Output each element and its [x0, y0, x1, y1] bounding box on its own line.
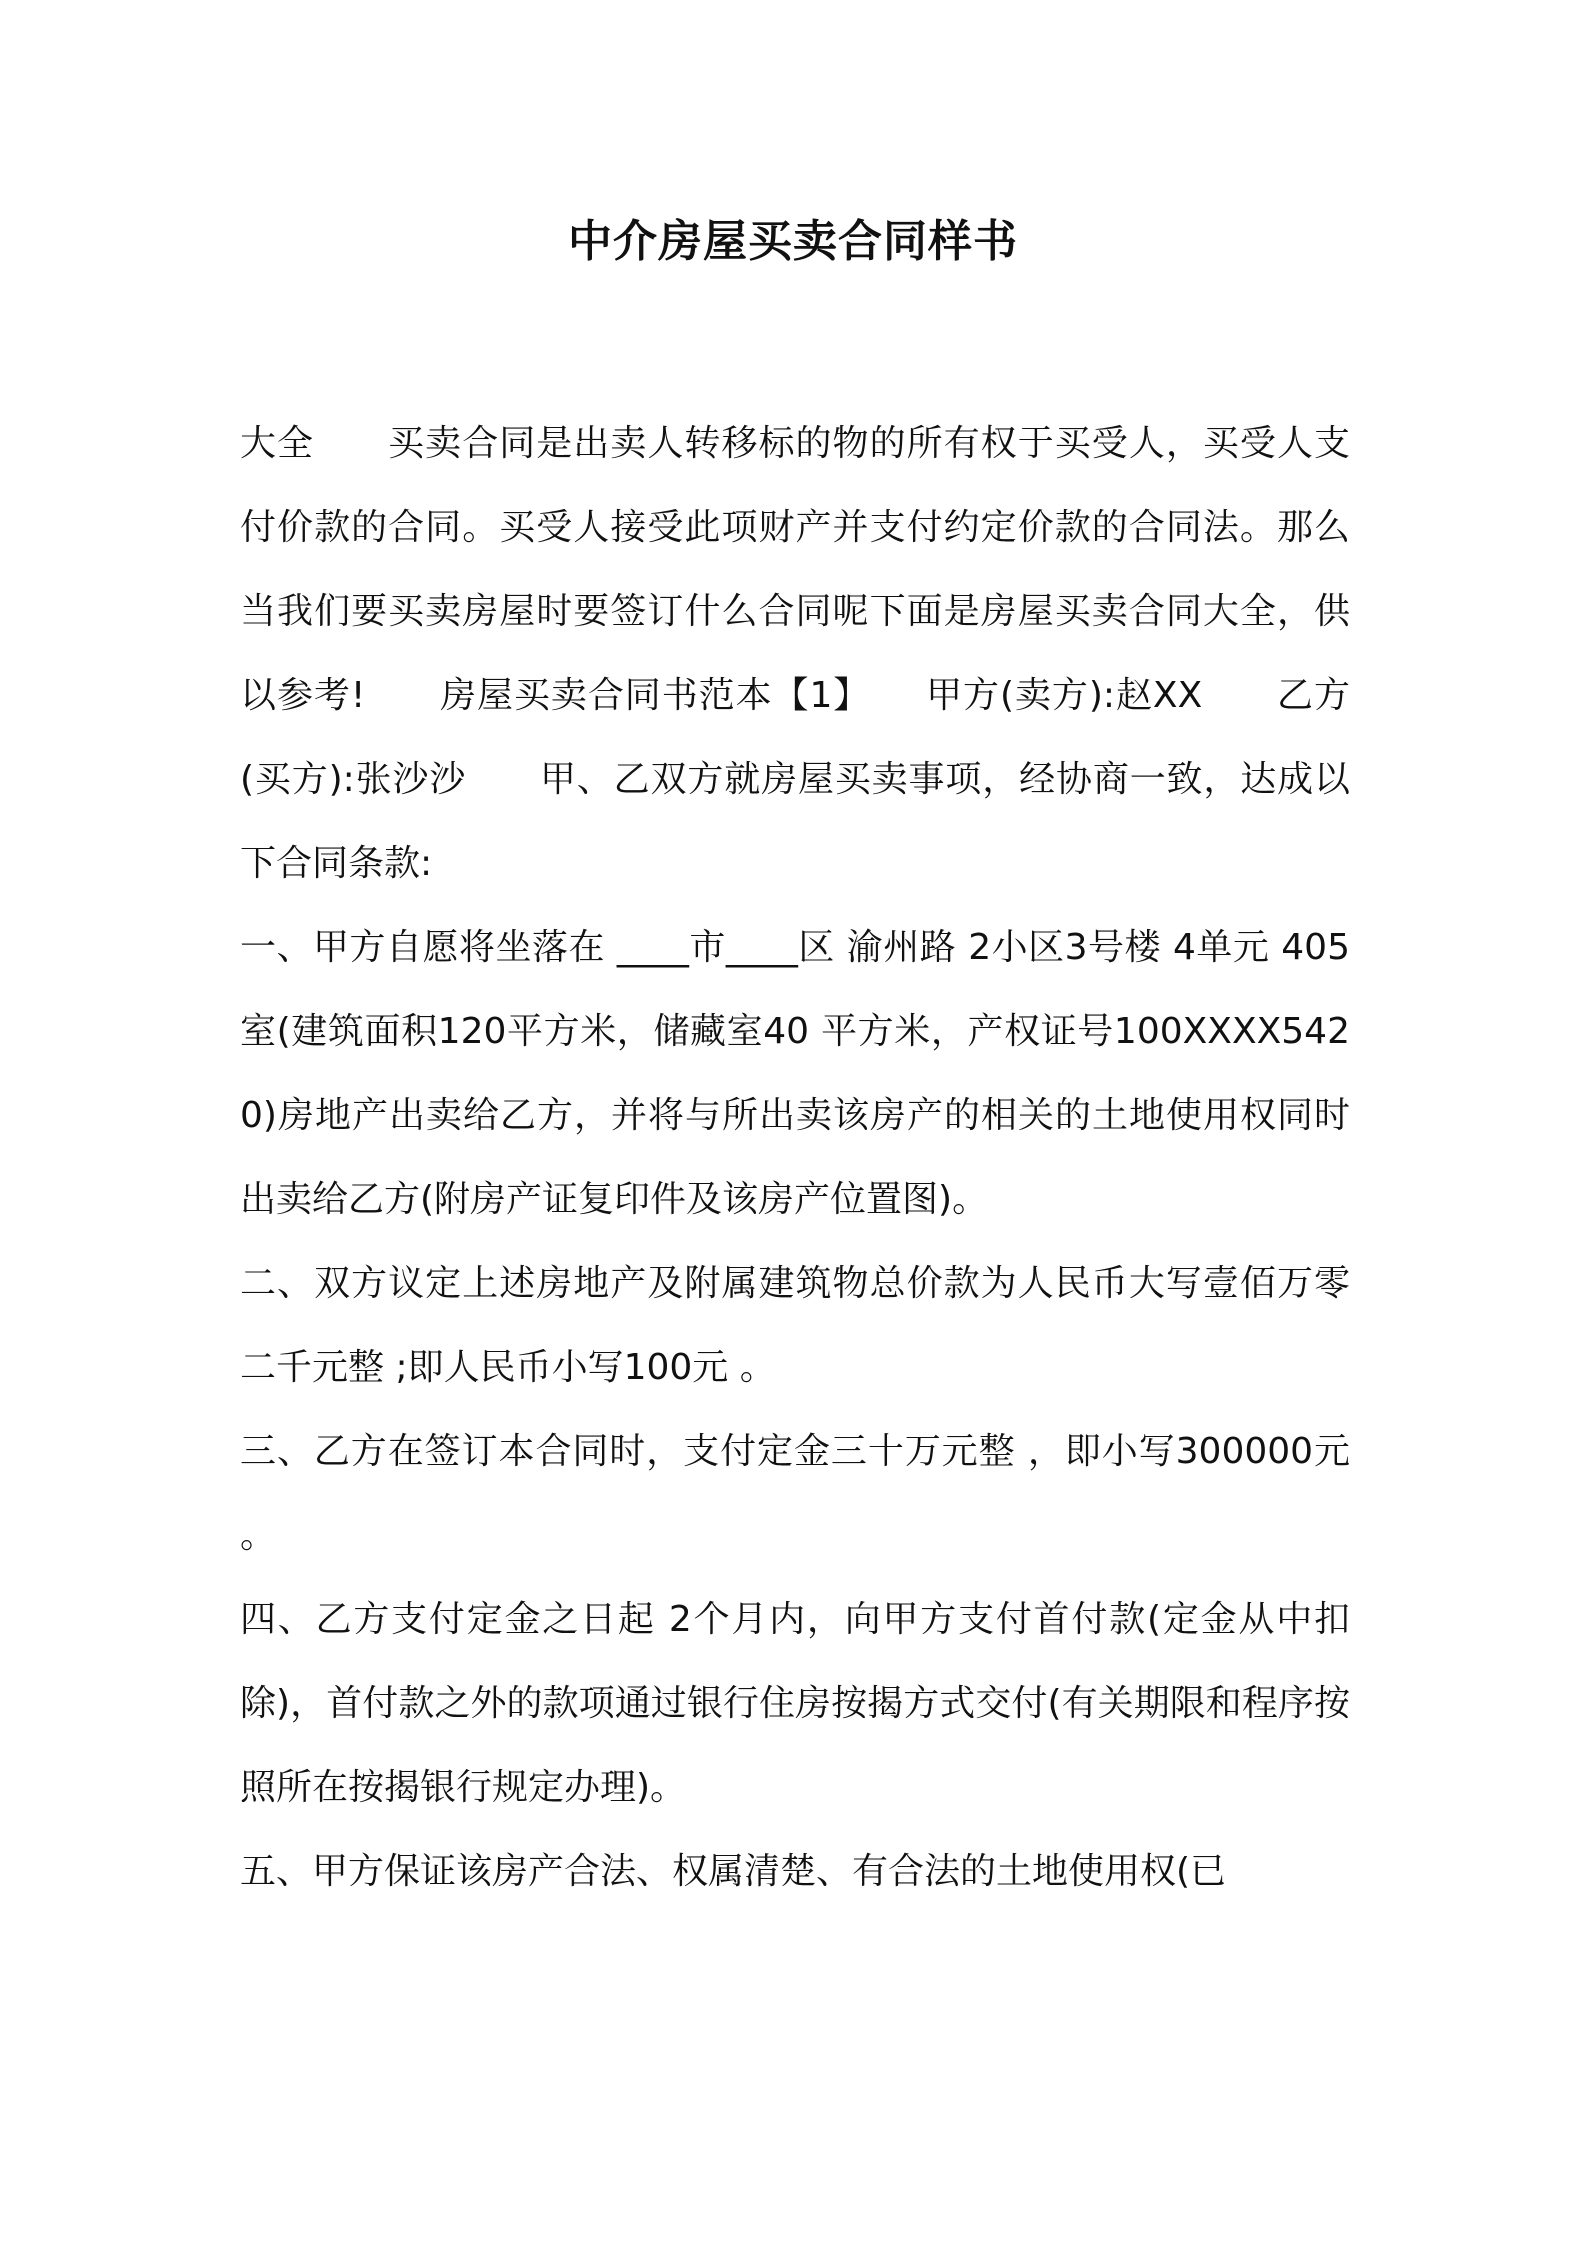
paragraph-clause-3: 三、乙方在签订本合同时，支付定金三十万元整 ，即小写300000元 。 [240, 1431, 1362, 1556]
paragraph-clause-2: 二、双方议定上述房地产及附属建筑物总价款为人民币大写壹佰万零二千元整 ;即人民币小写100元 。 [240, 1263, 1350, 1388]
paragraph-intro: 大全 买卖合同是出卖人转移标的物的所有权于买受人，买受人支付价款的合同。买受人接受此项财产并支付约定价款的合同法。那么当我们要买卖房屋时要签订什么合同呢下面是房屋买卖合同大全，供以参考! 房屋买卖合同书范本【1】 甲方(卖方):赵XX 乙方(买方):张沙沙 甲、乙双方就房屋买卖事项，经协商一致，达成以下合同条款: [240, 423, 1350, 884]
paragraph-clause-5: 五、甲方保证该房产合法、权属清楚、有合法的土地使用权(已 [240, 1851, 1227, 1892]
paragraph-clause-4: 四、乙方支付定金之日起 2个月内，向甲方支付首付款(定金从中扣除)，首付款之外的款项通过银行住房按揭方式交付(有关期限和程序按照所在按揭银行规定办理)。 [240, 1599, 1350, 1808]
document-body [240, 402, 1362, 1914]
paragraph-clause-1: 一、甲方自愿将坐落在 ____市____区 渝州路 2小区3号楼 4单元 405室(建筑面积120平方米，储藏室40 平方米，产权证号100XXXX5420)房地产出卖给乙方，并将与所出卖该房产的相关的土地使用权同时出卖给乙方(附房产证复印件及该房产位置图)。 [240, 927, 1350, 1220]
document-title: 中介房屋买卖合同样书 [568, 216, 1018, 267]
